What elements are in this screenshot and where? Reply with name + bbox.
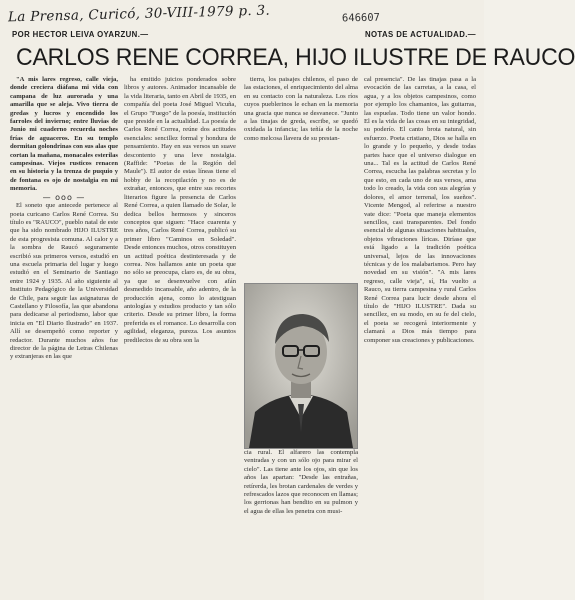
catalog-number-stamp: 646607 bbox=[341, 11, 381, 25]
article-column-2 bbox=[124, 76, 236, 345]
section-label: NOTAS DE ACTUALIDAD.— bbox=[364, 30, 476, 39]
portrait-image bbox=[245, 284, 357, 448]
column-4-body: cal presencia". De las tinajas pasa a la evocación de las carretas, a la casa, el agua, y a los objetos campesinos, como por ejemplo los chamantos, las guitarras, las espuelas. Todo tiene un valor hondo. El es la vida de las cosas en su integridad, su poderío. El canto brota natural, sin esfuerzo. Poeta cristiano, Dios se halla en lo grande y lo pequeño, y desde todas partes hace que el universo dialogue en una... Tal es la actitud de Carlos René Correa, escucha las palabras secretas y lo que esto, en cada uno de sus versos, ama todo lo creado, la vida con sus alegrías y dolores, el amor terrenal, los sueños". Vicente Mengod, al referirse a nuestro vate dice: "Poeta que maneja elementos sencillos, casi transparentes. Del fondo esencial de algunas situaciones habituales, objetos vibraciones líricas. Diríase que está ligado a la tradición poética universal, lejos de las innovaciones técnicas y de los malabarismos. Pero hay novedad en su visión". "A mis lares regreso, calle vieja", sí, Ha vuelto a Rauco, su tierra campesina y rural Carlos René Correa para lucir desde ahora el título de "HIJO ILUSTRE". Dada su sencillez, en su modo, en su fe del cielo, el poeta se recogerá interiormente y clamará a Dios más tiempo para componer sus creaciones y publicaciones. bbox=[364, 76, 476, 344]
author-byline: POR HECTOR LEIVA OYARZUN.— bbox=[12, 30, 149, 39]
article-headline: CARLOS RENE CORREA, HIJO ILUSTRE DE RAUCO bbox=[16, 44, 575, 71]
article-column-3-top bbox=[244, 76, 358, 143]
column-2-body: ha emitido juicios ponderados sobre libros y autores. Animador incansable de la vida literaria, tanto en Abril de 1935, en compañía del poeta José Miguel Vicuña, el Grupo "Fuego" de la poesía, institución que preside en la actualidad. La poesía de Carlos René Correa, reúne dos actitudes esenciales: sencillez formal y hondura de pensamiento. Hay en sus versos un suave descontento y una leve nostalgia. (Raffide: "Poetas de la Región del Maule"). El autor de estas líneas tiene el hobby de la recopilación y no es de extrañar, entonces, que entre sus recortes literarios figure la presencia de Carlos René Correa, a quien llamado de Solar, le dedica bellos hermosos y sinceros conceptos que siguen: "Hace cuarenta y tres años, Carlos René Correa, publicó su primer libro "Caminos en Soledad". Desde entonces muchos, otros constituyen un actitud poética destinteresada y de correa. Nos hallamos ante un poeta que no sólo se preocupa, claro es, de su obra, ya que se desenvuelve con afán desmedido incansable, año adentro, de la producción ajena, como lo atestiguan antologías y estudios producto y tan sólo criterio. Desde su primer libro, la forma preferida es el romance. Lo desarrolla con agilidad, eleganza, pureza. Los asuntos predilectos de su obra son la bbox=[124, 76, 236, 344]
column-1-body: El soneto que antecede pertenece al poeta curicano Carlos René Correa. Su título es "RAUCO", pueblo natal de este que ha sido nombrado HIJO ILUSTRE de esta progresista comuna. Al calor y a la sombra de Raucó seguramente escribió sus primeros versos, estudió en una escuela primaria del lugar y luego estudió en el Seminario de Santiago entre 1924 y 1935. Al año siguiente al Instituto Pedagógico de la Universidad de Chile, para seguir las asignaturas de Castellano y Filosofía, las que abandona para dedicarse al periodismo, labor que inicia en "El Diario Ilustrado" en 1937. Allí se desempeñó como reporter y redactor. Durante muchos años fue director de la página de Letras Chilenas y extranjeras en las que bbox=[10, 202, 118, 361]
author-portrait-photo bbox=[244, 283, 358, 449]
article-column-4 bbox=[364, 76, 476, 345]
handwritten-source-note: La Prensa, Curicó, 30-VIII-1979 p. 3. bbox=[7, 2, 271, 26]
column-3-body-bottom: cia rural. El alfarero las contempla ventradas y con un sólo ojo para mirar el cielo". Las tiene ante los ojos, sin que los años las apartan: "Desde las entrañas, retírerda, les brotan cardenales de verdes y refrescados lazos que reconocen en llamas; los gerrionas han bendito en su pulmon y el agua de ellas les penetra con musi- bbox=[244, 449, 358, 515]
opening-sonnet: "A mis lares regreso, calle vieja, donde creciera diáfana mi vida con campana de luz aurorada y una amarilla que se aleja. Vivo tierra de gredas y lucros y encendido los farroles del invierno; entre lluvias de Junio mi cuaderno recuerda noches frías de aguaceros. En su templo dormitan golondrinas con sus alas que cortan la mañana, monacales esterilas campesinas. Viejos rusticos renacen en su historia y la trenza de puquio y de fontana es ojo de nostalgia en mi memoria. bbox=[10, 76, 118, 193]
column-3-body-top: tierra, los paisajes chilenos, el paso de las estaciones, el enriquecimiento del alma en su contacto con la naturaleza. Los ríos cuyos pueblerinos le echan en la memoria una gracia que nunca se desvanece. "Junto a las tinajas de greda, escribe, se quedó oxidada la infancia; las teñía de la noche como melcosa llavera de su prestan- bbox=[244, 76, 358, 142]
section-separator: — ooo — bbox=[42, 192, 86, 202]
article-column-3-bottom bbox=[244, 449, 358, 516]
article-column-1 bbox=[10, 76, 118, 362]
